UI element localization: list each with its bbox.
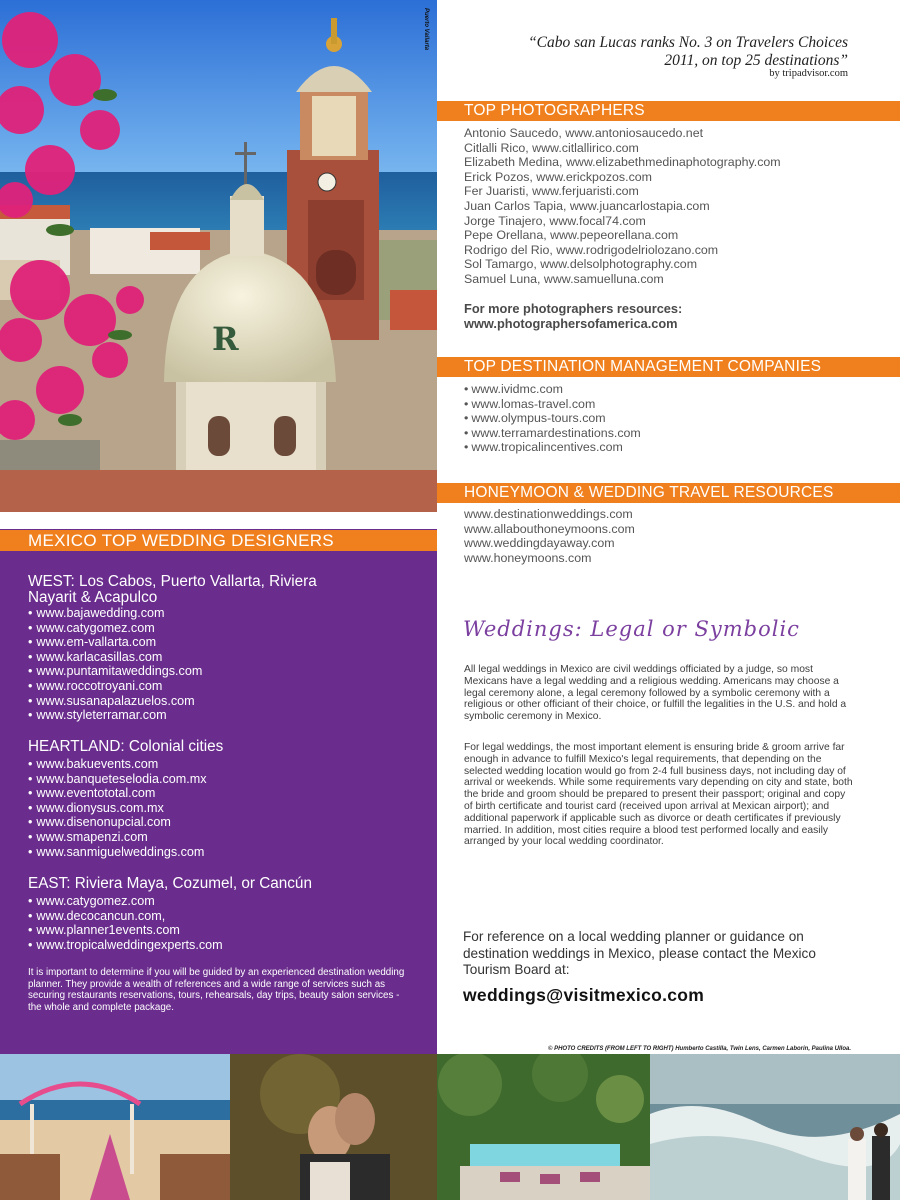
region-west-heading: WEST: Los Cabos, Puerto Vallarta, Riviera Nayarit & Acapulco xyxy=(28,573,317,606)
photographer-item[interactable]: Erick Pozos, www.erickpozos.com xyxy=(464,169,652,184)
legal-paragraph-2: For legal weddings, the most important element is ensuring bride & groom arrive far enough in advance to fulfill Mexico's legal requirements, that depending on the selected wedding location would go from 2-4 full business days, not including day of arrival or weekends. While some requirements vary depending on city and state, both the bride and groom should be prepared to present their passport; original and copy of birth certificate and tourist card (received upon arrival at Mexican airport); and additional paperwork if applicable such as divorce or death certificates if previously married. In addition, most cities require a blood test performed locally and easily arranged by your local wedding coordinator. xyxy=(464,742,853,848)
honeymoon-heading: HONEYMOON & WEDDING TRAVEL RESOURCES xyxy=(437,483,900,503)
tripadvisor-quote: “Cabo san Lucas ranks No. 3 on Travelers Choices 2011, on top 25 destinations” xyxy=(528,34,848,69)
dmc-link[interactable]: • www.terramardestinations.com xyxy=(464,426,641,441)
designer-link[interactable]: • www.catygomez.com xyxy=(28,621,202,636)
designer-link[interactable]: • www.sanmiguelweddings.com xyxy=(28,845,207,860)
contact-paragraph: For reference on a local wedding planner or guidance on destination weddings in Mexico, please contact the Mexico Tourism Board at: xyxy=(463,929,816,977)
region-west-list xyxy=(28,606,202,723)
strip-photo-terrace-pool xyxy=(437,1054,650,1200)
photographers-more xyxy=(464,301,884,331)
designer-link[interactable]: • www.planner1events.com xyxy=(28,923,223,938)
photographer-item[interactable]: Jorge Tinajero, www.focal74.com xyxy=(464,213,646,228)
region-heartland-list xyxy=(28,757,207,859)
photographer-item[interactable]: Antonio Saucedo, www.antoniosaucedo.net xyxy=(464,126,704,140)
photo-strip xyxy=(0,1054,900,1200)
dmc-link[interactable]: • www.olympus-tours.com xyxy=(464,411,641,426)
dmc-link[interactable]: • www.tropicalincentives.com xyxy=(464,440,641,455)
designer-link[interactable]: • www.tropicalweddingexperts.com xyxy=(28,938,223,953)
designer-link[interactable]: • www.banqueteselodia.com.mx xyxy=(28,772,207,787)
legal-section-title: Weddings: Legal or Symbolic xyxy=(463,617,800,641)
photographer-item[interactable]: Pepe Orellana, www.pepeorellana.com xyxy=(464,228,679,243)
region-east-list xyxy=(28,894,223,952)
photographer-item[interactable]: Juan Carlos Tapia, www.juancarlostapia.com xyxy=(464,198,710,213)
photo-credits: © PHOTO CREDITS (FROM LEFT TO RIGHT) Humberto Castilla, Twin Lens, Carmen Laborin, Paulina Ulloa. xyxy=(548,1046,852,1052)
contact-email-link[interactable]: weddings@visitmexico.com xyxy=(463,985,705,1005)
dmc-heading: TOP DESTINATION MANAGEMENT COMPANIES xyxy=(437,357,900,377)
photographer-item[interactable]: Elizabeth Medina, www.elizabethmedinaphotography.com xyxy=(464,155,781,170)
strip-photo-beach-ceremony xyxy=(0,1054,230,1200)
dmc-list xyxy=(464,382,641,455)
region-east-heading: EAST: Riviera Maya, Cozumel, or Cancún xyxy=(28,875,312,892)
designer-link[interactable]: • www.em-vallarta.com xyxy=(28,635,202,650)
designer-link[interactable]: • www.catygomez.com xyxy=(28,894,223,909)
photographers-more-label: For more photographers resources: xyxy=(464,301,683,316)
designer-link[interactable]: • www.bakuevents.com xyxy=(28,757,207,772)
designer-link[interactable]: • www.disenonupcial.com xyxy=(28,815,207,830)
designers-note: It is important to determine if you will be guided by an experienced destination wedding planner. They provide a wealth of references and a wide range of services such as securing restaurants reservations, tours, rehearsals, day trips, beauty salon services - the whole and complete package. xyxy=(28,967,405,1013)
quote-source: by tripadvisor.com xyxy=(769,68,848,79)
honeymoon-list xyxy=(464,507,635,565)
designer-link[interactable]: • www.styleterramar.com xyxy=(28,708,202,723)
photographer-item[interactable]: Rodrigo del Rio, www.rodrigodelriolozano.com xyxy=(464,242,719,257)
photographer-item[interactable]: Fer Juaristi, www.ferjuaristi.com xyxy=(464,184,639,199)
dmc-link[interactable]: • www.ividmc.com xyxy=(464,382,641,397)
designer-link[interactable]: • www.susanapalazuelos.com xyxy=(28,694,202,709)
strip-photo-couple xyxy=(230,1054,437,1200)
honeymoon-link[interactable]: www.weddingdayaway.com xyxy=(464,536,615,551)
designer-link[interactable]: • www.bajawedding.com xyxy=(28,606,202,621)
designer-link[interactable]: • www.puntamitaweddings.com xyxy=(28,664,202,679)
strip-photo-ocean-couple xyxy=(650,1054,900,1200)
photographers-more-link[interactable]: www.photographersofamerica.com xyxy=(464,316,678,331)
photographer-item[interactable]: Citlalli Rico, www.citlallirico.com xyxy=(464,140,639,155)
hero-photo xyxy=(0,0,437,512)
dmc-link[interactable]: • www.lomas-travel.com xyxy=(464,397,641,412)
svg-text:R: R xyxy=(212,320,239,358)
photographer-item[interactable]: Sol Tamargo, www.delsolphotography.com xyxy=(464,257,698,272)
designer-link[interactable]: • www.roccotroyani.com xyxy=(28,679,202,694)
hero-photo-credit: Puerto Vallarta xyxy=(423,8,429,51)
honeymoon-link[interactable]: www.allabouthoneymoons.com xyxy=(464,521,635,536)
designers-heading: MEXICO TOP WEDDING DESIGNERS xyxy=(0,530,437,551)
region-heartland-heading: HEARTLAND: Colonial cities xyxy=(28,738,224,755)
honeymoon-link[interactable]: www.honeymoons.com xyxy=(464,550,592,565)
honeymoon-link[interactable]: www.destinationweddings.com xyxy=(464,507,633,521)
legal-paragraph-1: All legal weddings in Mexico are civil weddings officiated by a judge, so most Mexicans have a legal wedding and a religious wedding. Americans may choose a legal ceremony alone, a legal ceremony followed by a symbolic ceremony with a religious or other officiant of their choice, or fulfill the legalities in the U.S. and hold a symbolic ceremony in Mexico. xyxy=(464,664,847,723)
photographers-heading: TOP PHOTOGRAPHERS xyxy=(437,101,900,121)
designer-link[interactable]: • www.eventototal.com xyxy=(28,786,207,801)
photographer-item[interactable]: Samuel Luna, www.samuelluna.com xyxy=(464,271,664,286)
designer-link[interactable]: • www.decocancun.com, xyxy=(28,909,223,924)
designer-link[interactable]: • www.karlacasillas.com xyxy=(28,650,202,665)
photographers-list xyxy=(464,126,781,287)
designer-link[interactable]: • www.dionysus.com.mx xyxy=(28,801,207,816)
designer-link[interactable]: • www.smapenzi.com xyxy=(28,830,207,845)
